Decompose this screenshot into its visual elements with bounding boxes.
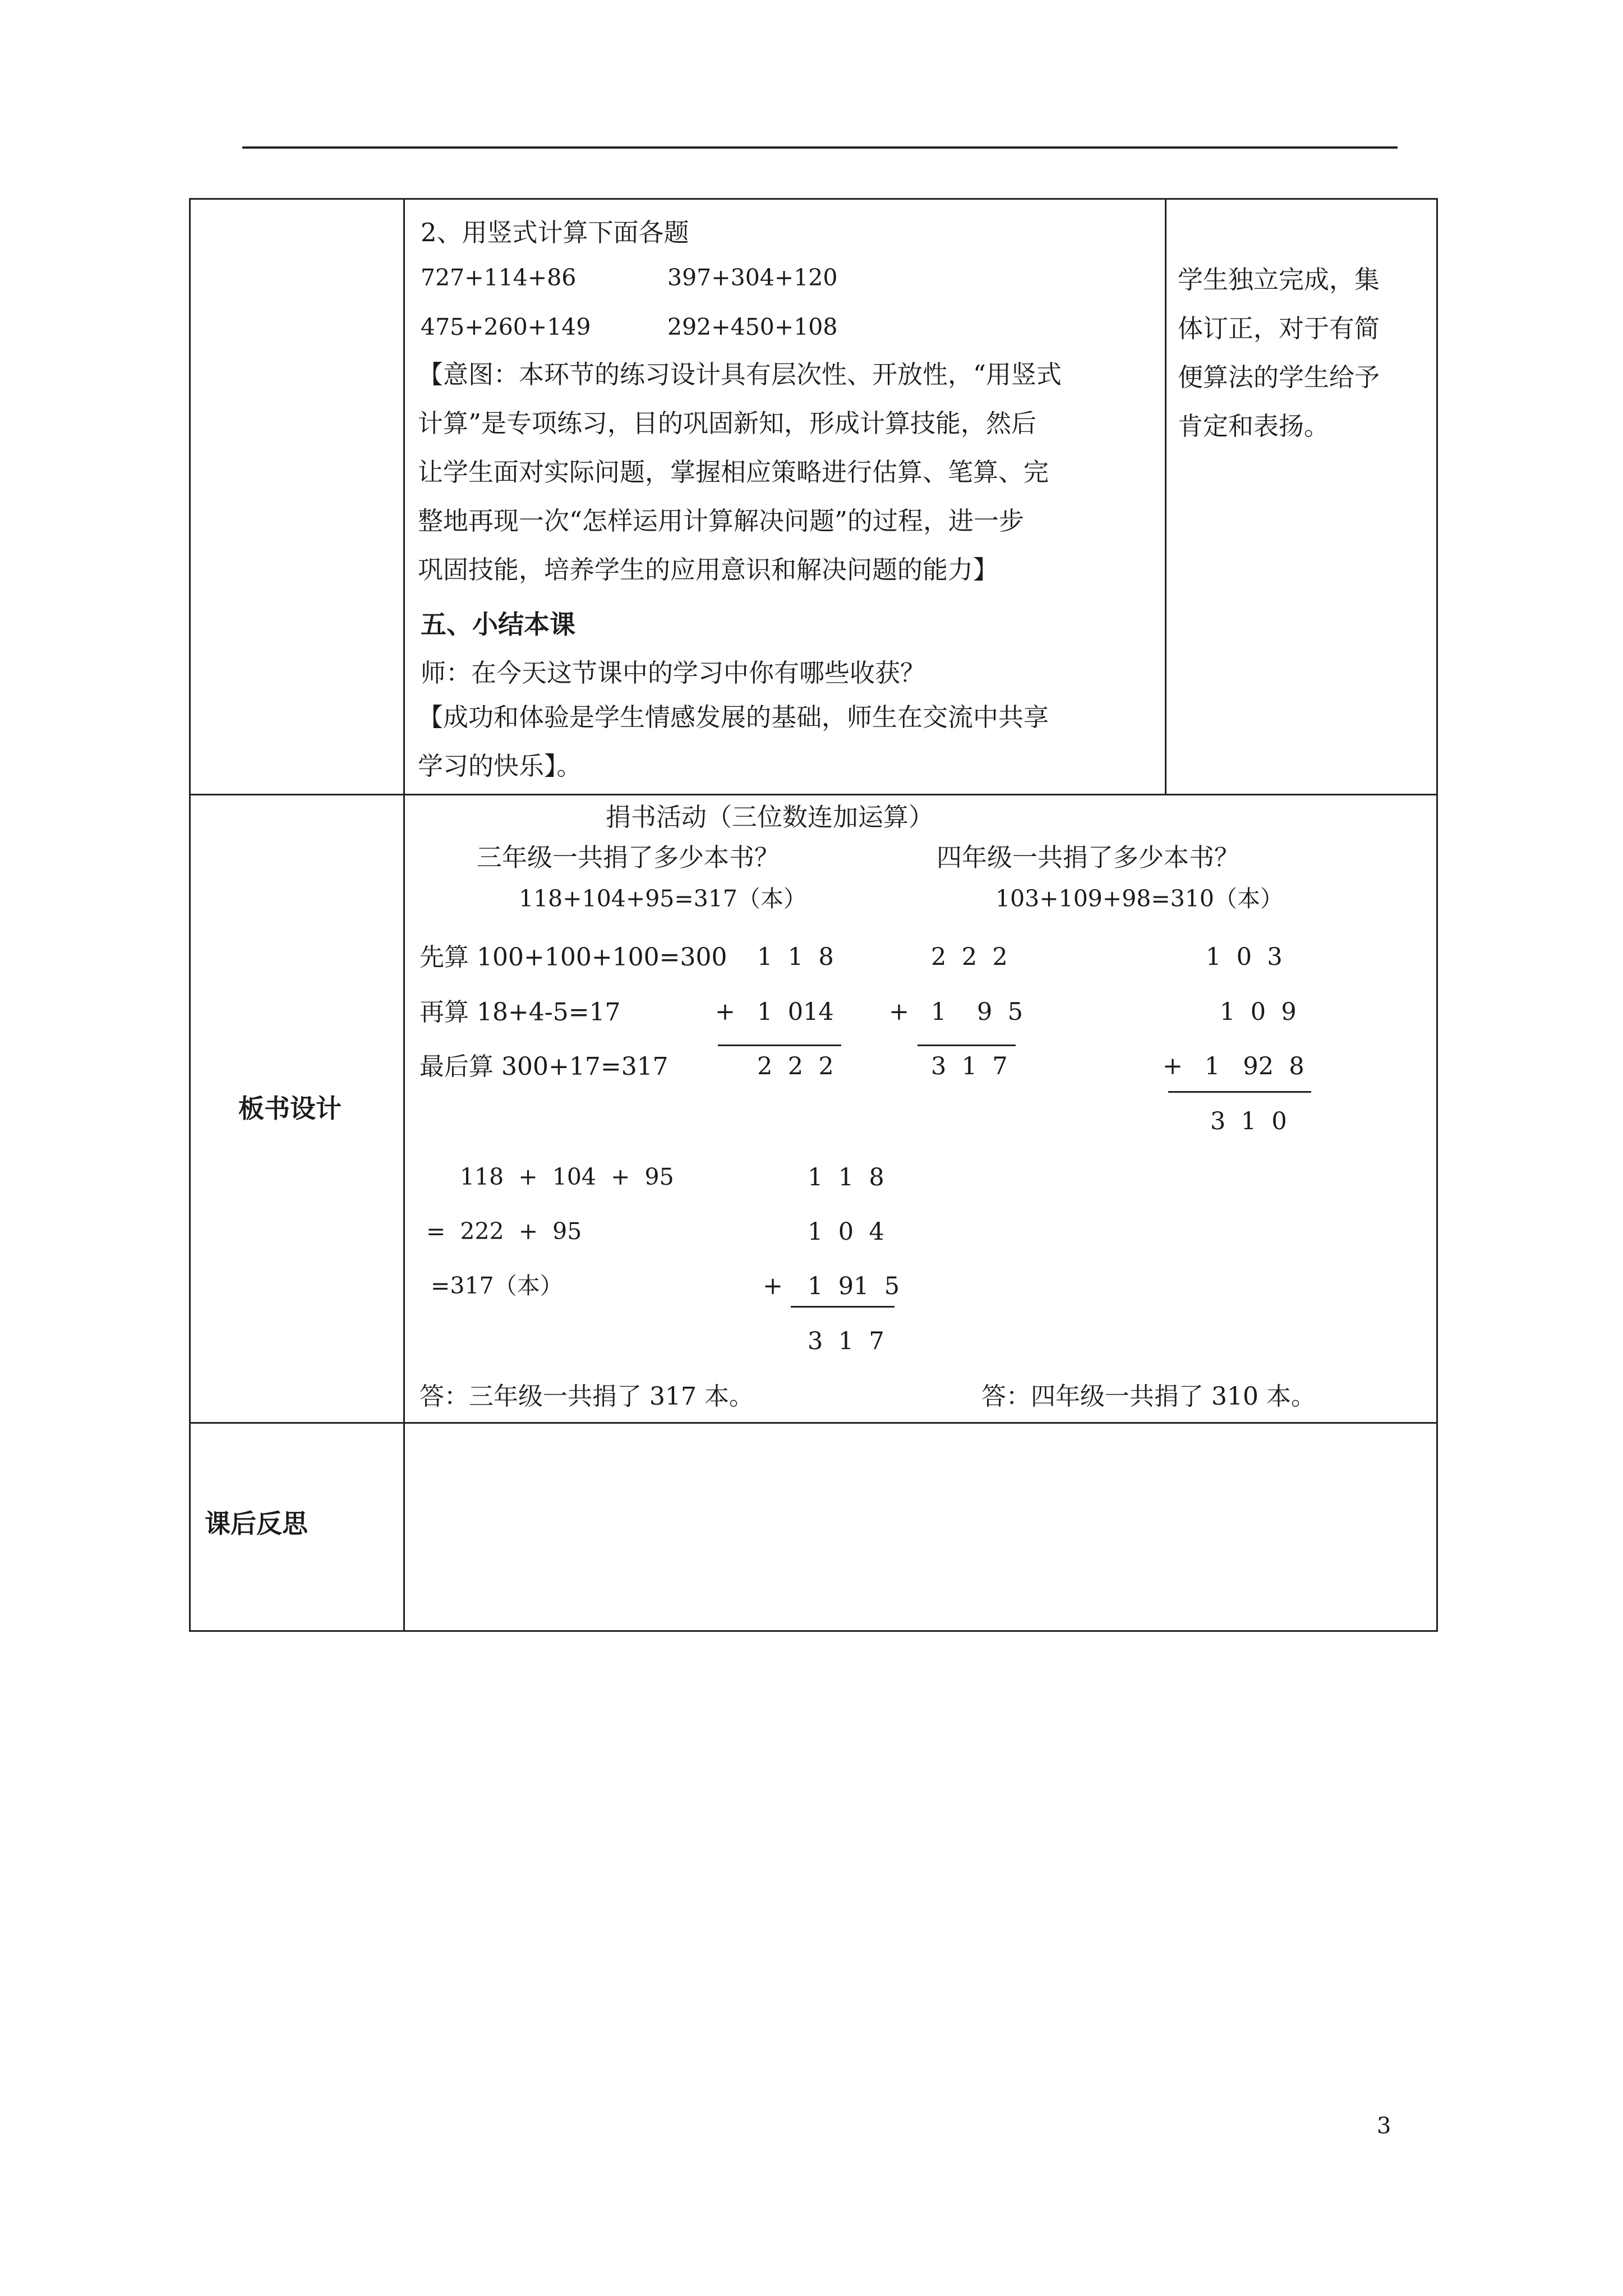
closing-line: 【成功和体验是学生情感发展的基础，师生在交流中共享 (418, 702, 1049, 732)
problem: 292+450+108 (667, 314, 838, 341)
summary-heading: 五、小结本课 (421, 609, 575, 639)
intent-paragraph (418, 350, 1158, 594)
vertical-add-4-row2: 1 0 4 (808, 1218, 884, 1246)
vertical-add-4-result: 3 1 7 (808, 1327, 884, 1355)
intent-line: 计算”是专项练习，目的巩固新知，形成计算技能，然后 (418, 408, 1037, 438)
table-row-divider-1 (189, 794, 1438, 795)
step-line: 最后算 300+17=317 (419, 1052, 668, 1081)
vertical-add-2-addend: 1 9 5 (931, 998, 1023, 1026)
vertical-add-3-plus: + (1163, 1052, 1183, 1080)
table-col-divider-1 (403, 198, 405, 1632)
vertical-add-1-rule (718, 1045, 841, 1046)
student-note-line: 便算法的学生给予 (1178, 362, 1380, 392)
equation-grade3: 118+104+95=317（本） (519, 885, 807, 912)
question-grade3: 三年级一共捐了多少本书？ (477, 843, 780, 872)
answer-grade4: 答：四年级一共捐了 310 本。 (981, 1382, 1316, 1411)
vertical-add-4-plus: + (763, 1272, 783, 1300)
step-line: 先算 100+100+100=300 (419, 943, 727, 972)
vertical-add-1-plus: + (715, 998, 736, 1026)
vertical-add-1-result: 2 2 2 (757, 1052, 834, 1080)
chain-line: =317（本） (431, 1272, 563, 1299)
problem: 475+260+149 (421, 314, 591, 341)
equation-grade4: 103+109+98=310（本） (995, 885, 1284, 912)
chain-line: = 222 + 95 (426, 1218, 582, 1245)
reflection-label: 课后反思 (205, 1508, 308, 1539)
board-title: 捐书活动（三位数连加运算） (606, 802, 934, 832)
vertical-add-2-result: 3 1 7 (931, 1052, 1008, 1080)
student-note-line: 体订正，对于有简 (1178, 314, 1380, 343)
vertical-add-2-rule (917, 1045, 1016, 1046)
vertical-add-3-row2: 1 0 9 (1220, 998, 1297, 1026)
student-note-line: 肯定和表扬。 (1178, 411, 1330, 441)
problem: 727+114+86 (421, 264, 577, 291)
vertical-add-4-row3: 1 91 5 (808, 1272, 900, 1300)
vertical-add-1-addend: 1 014 (757, 998, 834, 1026)
page-number: 3 (1377, 2113, 1391, 2139)
closing-line: 学习的快乐】。 (418, 751, 582, 781)
vertical-add-3-row1: 1 0 3 (1206, 943, 1283, 971)
vertical-add-3-row3: 1 92 8 (1205, 1052, 1304, 1080)
student-note (1178, 255, 1430, 450)
vertical-add-1-top: 1 1 8 (757, 943, 834, 971)
vertical-add-4-row1: 1 1 8 (808, 1163, 884, 1191)
board-design-label: 板书设计 (238, 1093, 342, 1124)
intent-line: 整地再现一次“怎样运用计算解决问题”的过程，进一步 (418, 506, 1025, 536)
step-line: 再算 18+4-5=17 (419, 998, 621, 1027)
intent-line: 巩固技能，培养学生的应用意识和解决问题的能力】 (418, 555, 999, 585)
vertical-add-2-plus: + (889, 998, 910, 1026)
teacher-question: 师：在今天这节课中的学习中你有哪些收获？ (421, 658, 926, 688)
header-rule (242, 146, 1398, 149)
intent-line: 让学生面对实际问题，掌握相应策略进行估算、笔算、完 (418, 457, 1049, 487)
vertical-add-3-rule (1168, 1091, 1311, 1093)
answer-grade3: 答：三年级一共捐了 317 本。 (419, 1382, 754, 1411)
student-note-line: 学生独立完成，集 (1178, 265, 1380, 295)
question-grade4: 四年级一共捐了多少本书？ (937, 843, 1240, 872)
chain-line: 118 + 104 + 95 (460, 1163, 674, 1190)
vertical-add-3-result: 3 1 0 (1210, 1107, 1287, 1135)
closing-paragraph (418, 693, 1158, 790)
exercise-heading: 2、用竖式计算下面各题 (421, 218, 689, 247)
vertical-add-4-rule (791, 1306, 895, 1308)
intent-line: 【意图：本环节的练习设计具有层次性、开放性，“用竖式 (418, 360, 1062, 389)
vertical-add-2-top: 2 2 2 (931, 943, 1008, 971)
table-row-divider-2 (189, 1422, 1438, 1424)
table-col-divider-2 (1165, 198, 1166, 795)
problem: 397+304+120 (667, 264, 838, 291)
